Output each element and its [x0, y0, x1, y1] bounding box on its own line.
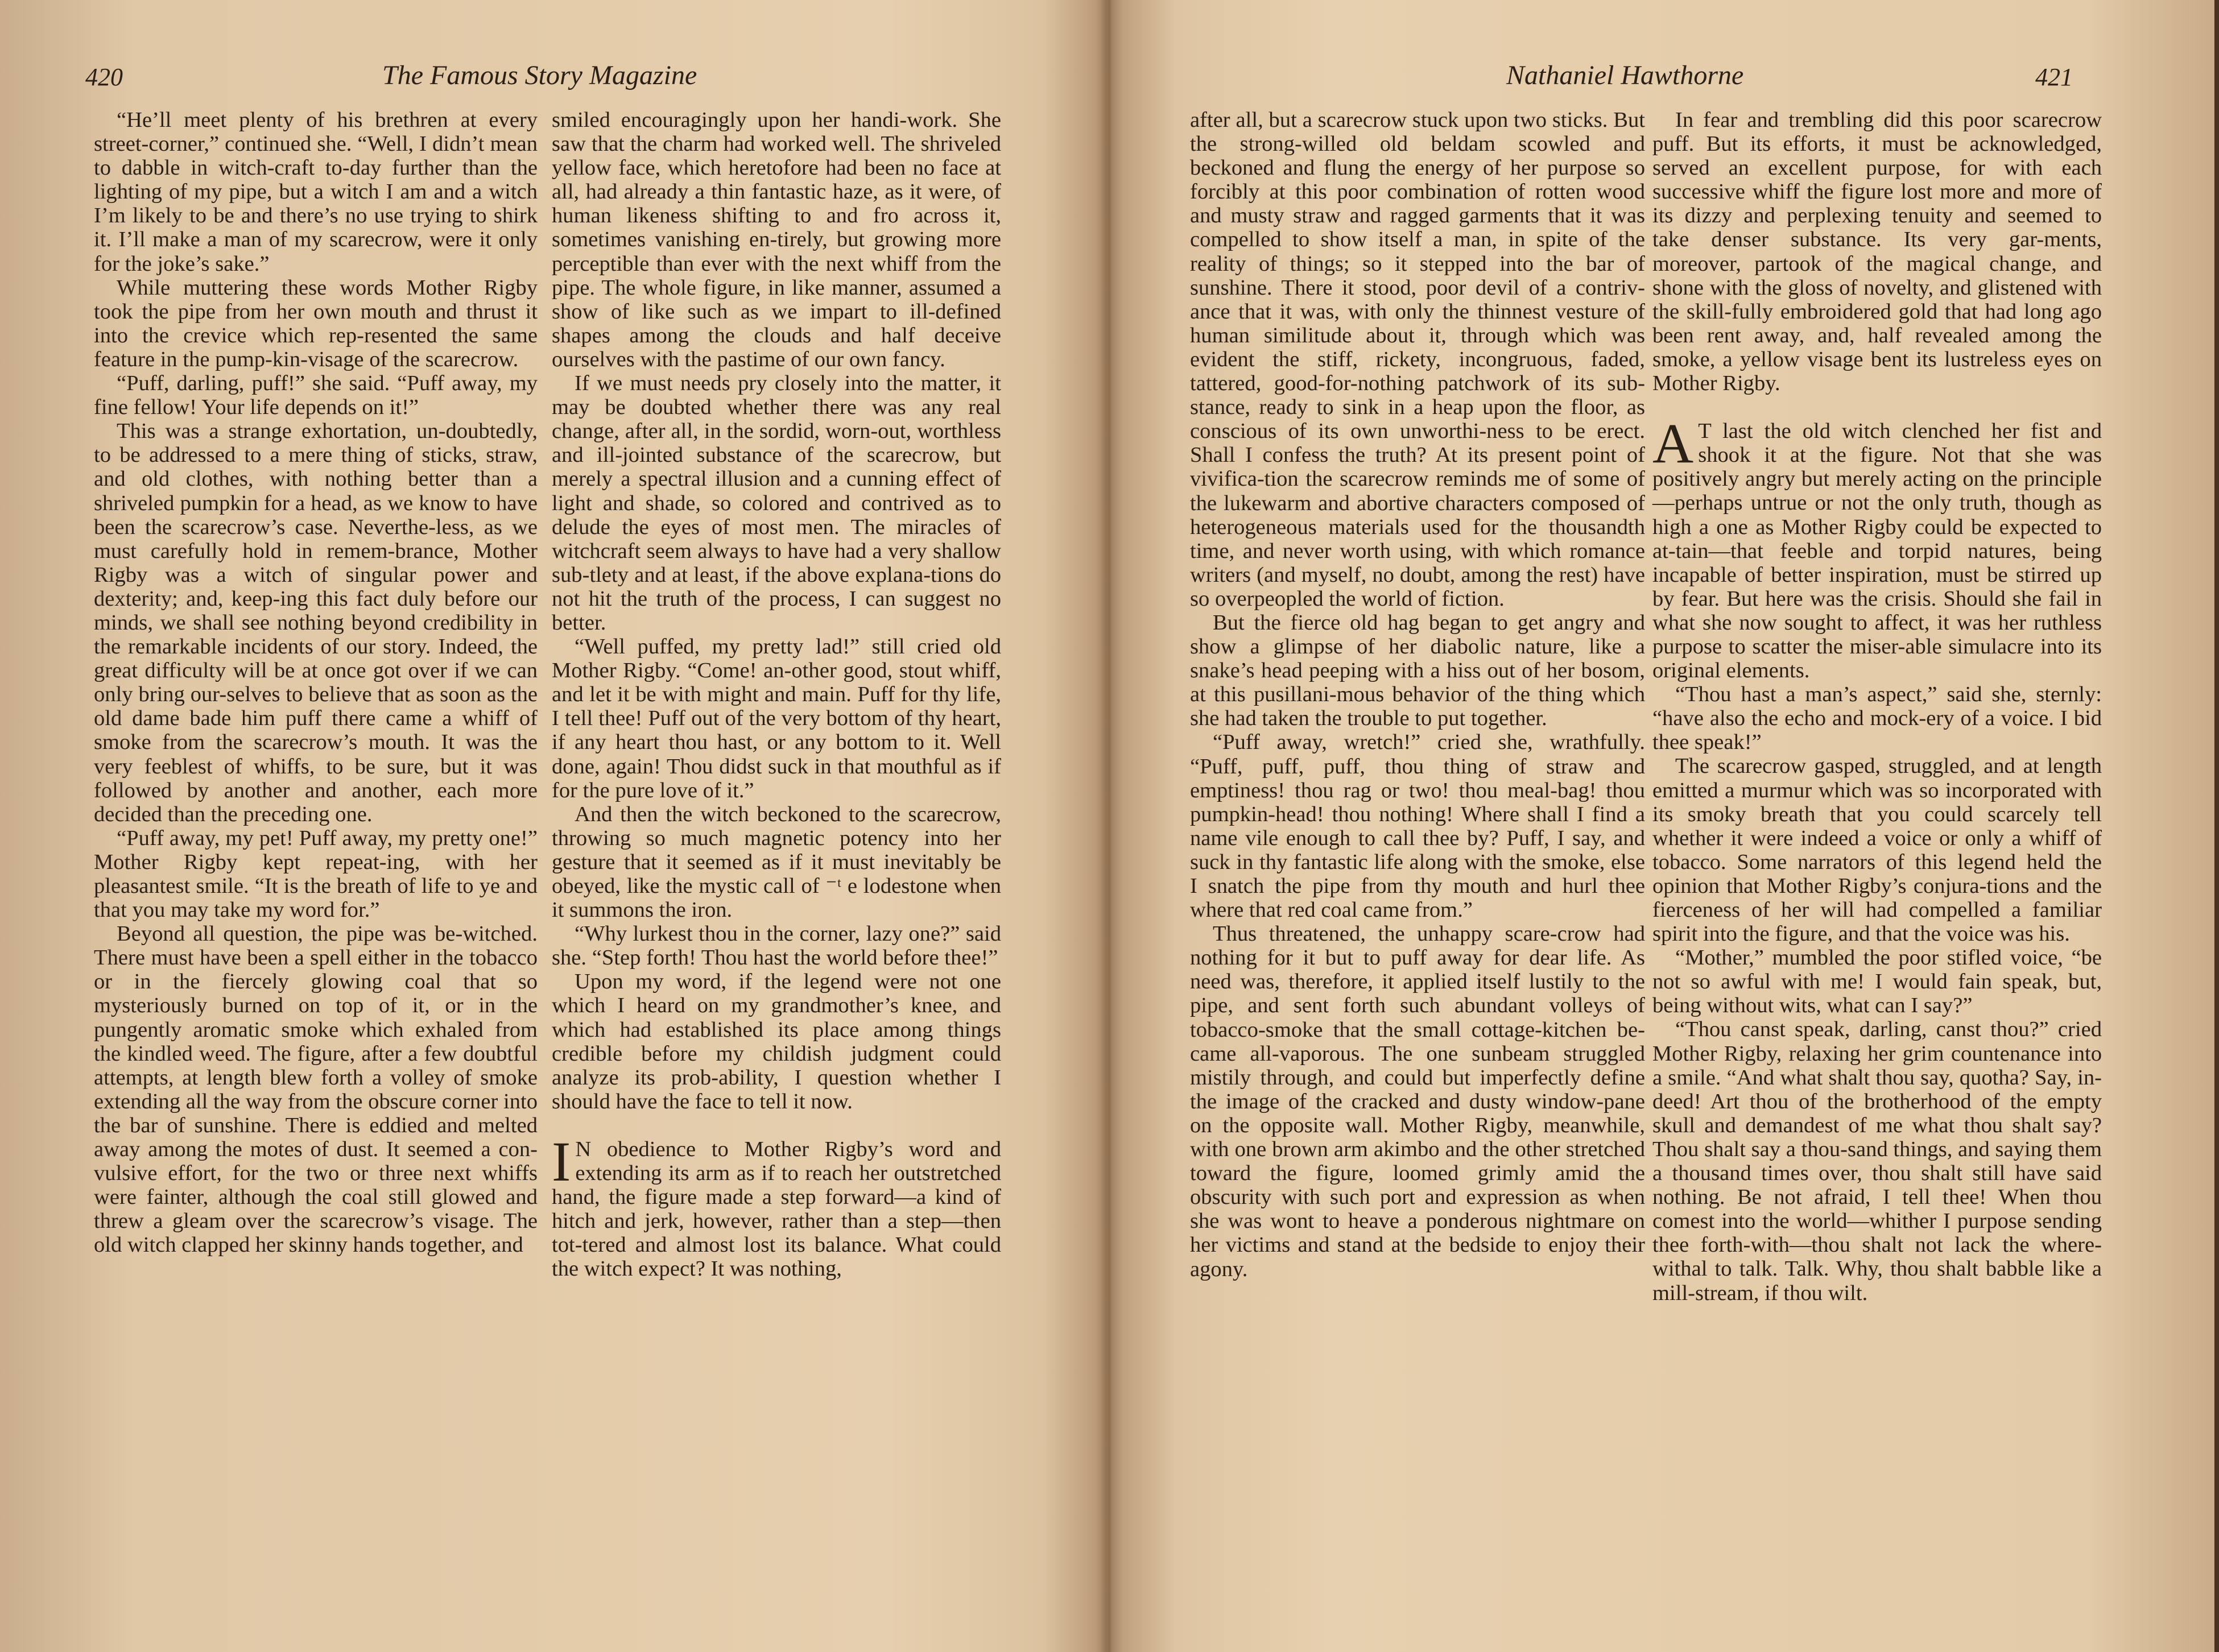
paragraph: In fear and trembling did this poor scarecrow puff. But its efforts, it must be acknowledged, served an excellent purpose, for with each successive whiff the figure lost more and more of its dizzy and perplexing tenuity and seemed to take denser substance. Its very gar-ments, moreover, partook of the magical change, and shone with the gloss of novelty, and glistened with the skill-fully embroidered gold that had long ago been rent away, and, half revealed among the smoke, a yellow visage bent its lustreless eyes on Mother Rigby. — [1652, 108, 2102, 396]
paragraph: “Well puffed, my pretty lad!” still cried old Mother Rigby. “Come! an-other good, stout whiff, and let it be with might and main. Puff for thy life, I tell thee! Puff out of the very bottom of thy heart, if any heart thou hast, or any bottom to it. Well done, again! Thou didst suck in that mouthful as if for the pure love of it.” — [552, 635, 1001, 802]
paragraph: “Puff away, my pet! Puff away, my pretty one!” Mother Rigby kept repeat-ing, with her pleasantest smile. “It is the breath of life to ye and that you may take my word for.” — [94, 826, 538, 922]
paragraph: This was a strange exhortation, un-doubtedly, to be addressed to a mere thing of sticks, straw, and old clothes, with nothing better than a shriveled pumpkin for a head, as we know to have been the scarecrow’s case. Neverthe-less, as we must carefully hold in remem-brance, Mother Rigby was a witch of singular power and dexterity; and, keep-ing this fact duly before our minds, we shall see nothing beyond credibility in the remarkable incidents of our story. Indeed, the great difficulty will be at once got over if we can only bring our-selves to believe that as soon as the old dame bade him puff there came a whiff of smoke from the scarecrow’s mouth. It was the very feeblest of whiffs, to be sure, but it was followed by another and another, each more decided than the preceding one. — [94, 419, 538, 826]
section-opening-paragraph — [552, 1129, 1001, 1281]
paragraph: after all, but a scarecrow stuck upon two sticks. But the strong-willed old beldam scowled and beckoned and flung the energy of her purpose so forcibly at this poor combination of rotten wood and musty straw and ragged garments that it was compelled to show itself a man, in spite of the reality of things; so it stepped into the bar of sunshine. There it stood, poor devil of a contriv-ance that it was, with only the thinnest vesture of human similitude about it, through which was evident the stiff, rickety, incongruous, faded, tattered, good-for-nothing patchwork of its sub-stance, ready to sink in a heap upon the floor, as conscious of its own unworthi-ness to be erect. Shall I confess the truth? At its present point of vivifica-tion the scarecrow reminds me of some of the lukewarm and abortive characters composed of heterogeneous materials used for the thousandth time, and never worth using, with which romance writers (and myself, no doubt, among the rest) have so overpeopled the world of fiction. — [1190, 108, 1645, 611]
paragraph: “He’ll meet plenty of his brethren at every street-corner,” continued she. “Well, I didn’t mean to dabble in witch-craft to-day further than the lighting of my pipe, but a witch I am and a witch I’m likely to be and there’s no use trying to shirk it. I’ll make a man of my scarecrow, were it only for the joke’s sake.” — [94, 108, 538, 276]
paragraph: Beyond all question, the pipe was be-witched. There must have been a spell either in the tobacco or in the fiercely glowing coal that so mysteriously burned on top of it, or in the pungently aromatic smoke which exhaled from the kindled weed. The figure, after a few doubtful attempts, at length blew forth a volley of smoke extending all the way from the obscure corner into the bar of sunshine. There is eddied and melted away among the motes of dust. It seemed a con-vulsive effort, for the two or three next whiffs were fainter, although the coal still glowed and threw a gleam over the scarecrow’s visage. The old witch clapped her skinny hands together, and — [94, 922, 538, 1257]
paragraph: “Mother,” mumbled the poor stifled voice, “be not so awful with me! I would fain speak, but, being without wits, what can I say?” — [1652, 946, 2102, 1018]
section-opening-paragraph — [1652, 412, 2102, 683]
paragraph: “Puff, darling, puff!” she said. “Puff away, my fine fellow! Your life depends on it!” — [94, 371, 538, 420]
paragraph: While muttering these words Mother Rigby took the pipe from her own mouth and thrust it into the crevice which rep-resented the same feature in the pump-kin-visage of the scarecrow. — [94, 275, 538, 371]
page-number-right: 421 — [2035, 63, 2073, 91]
paragraph: But the fierce old hag began to get angry and show a glimpse of her diabolic nature, like a snake’s head peeping with a hiss out of her bosom, at this pusillani-mous behavior of the thing which she had taken the trouble to put together. — [1190, 610, 1645, 731]
paragraph: The scarecrow gasped, struggled, and at length emitted a murmur which was so incorporated with its smoky breath that you could scarcely tell whether it were indeed a voice or only a whiff of tobacco. Some narrators of this legend held the opinion that Mother Rigby’s conjura-tions and the fierceness of her will had compelled a familiar spirit into the figure, and that the voice was his. — [1652, 754, 2102, 946]
paragraph: “Why lurkest thou in the corner, lazy one?” said she. “Step forth! Thou hast the world before thee!” — [552, 922, 1001, 970]
drop-cap: I — [552, 1129, 571, 1193]
right-page — [1115, 0, 2219, 1652]
section-text: N obedience to Mother Rigby’s word and extending its arm as if to reach her outstretched hand, the figure made a step forward—a kind of hitch and jerk, however, rather than a step—then tot-tered and almost lost its balance. What could the witch expect? It was nothing, — [552, 1137, 1001, 1281]
paragraph: Thus threatened, the unhappy scare-crow had nothing for it but to puff away for dear life. As need was, therefore, it applied itself lustily to the pipe, and sent forth such abundant volleys of tobacco-smoke that the small cottage-kitchen be-came all-vaporous. The one sunbeam struggled mistily through, and could but imperfectly define the image of the cracked and dusty window-pane on the opposite wall. Mother Rigby, meanwhile, with one brown arm akimbo and the other stretched toward the figure, loomed grimly amid the obscurity with such port and expression as when she was wont to heave a ponderous nightmare on her victims and stand at the bedside to enjoy their agony. — [1190, 922, 1645, 1281]
running-title-left: The Famous Story Magazine — [382, 60, 697, 90]
paragraph: “Thou hast a man’s aspect,” said she, sternly: “have also the echo and mock-ery of a voice. I bid thee speak!” — [1652, 682, 2102, 755]
left-column-1 — [94, 108, 538, 1257]
paragraph: smiled encouragingly upon her handi-work. She saw that the charm had worked well. The shriveled yellow face, which heretofore had been no face at all, had already a thin fantastic haze, as it were, of human likeness shifting to and fro across it, sometimes vanishing en-tirely, but growing more perceptible than ever with the next whiff from the pipe. The whole figure, in like manner, assumed a show of like such as we impart to ill-defined shapes among the clouds and half deceive ourselves with the pastime of our own fancy. — [552, 108, 1001, 371]
paragraph: “Puff away, wretch!” cried she, wrathfully. “Puff, puff, puff, thou thing of straw and emptiness! thou rag or two! thou meal-bag! thou pumpkin-head! thou nothing! Where shall I find a name vile enough to call thee by? Puff, I say, and suck in thy fantastic life along with the smoke, else I snatch the pipe from thy mouth and hurl thee where that red coal came from.” — [1190, 730, 1645, 922]
right-column-2 — [1652, 108, 2102, 1305]
left-page — [0, 0, 1104, 1652]
paragraph: “Thou canst speak, darling, canst thou?” cried Mother Rigby, relaxing her grim countenance into a smile. “And what shalt thou say, quotha? Say, in-deed! Art thou of the brotherhood of the empty skull and demandest of me what thou shalt say? Thou shalt say a thou-sand things, and saying them a thousand times over, thou shalt still have said nothing. Be not afraid, I tell thee! When thou comest into the world—whither I purpose sending thee forth-with—thou shalt not lack the where-withal to talk. Talk. Why, thou shalt babble like a mill-stream, if thou wilt. — [1652, 1017, 2102, 1305]
right-column-1 — [1190, 108, 1645, 1281]
drop-cap: A — [1652, 412, 1694, 475]
paragraph: If we must needs pry closely into the matter, it may be doubted whether there was any real change, after all, in the sordid, worn-out, worthless and ill-jointed substance of the scarecrow, but merely a spectral illusion and a cunning effect of light and shade, so colored and contrived as to delude the eyes of most men. The miracles of witchcraft seem always to have had a very shallow sub-tlety and at least, if the above explana-tions do not hit the truth of the process, I can suggest no better. — [552, 371, 1001, 635]
running-title-right: Nathaniel Hawthorne — [1506, 60, 1744, 90]
left-column-2 — [552, 108, 1001, 1281]
section-text: T last the old witch clenched her fist and shook it at the figure. Not that she was positively angry but merely acting on the principle—perhaps untrue or not the only truth, though as high a one as Mother Rigby could be expected to at-tain—that feeble and torpid natures, being incapable of better inspiration, must be stirred up by fear. But here was the crisis. Should she fail in what she now sought to affect, it was her ruthless purpose to scatter the miser-able simulacre into its original elements. — [1652, 419, 2102, 683]
paragraph: And then the witch beckoned to the scarecrow, throwing so much magnetic potency into her gesture that it seemed as if it must inevitably be obeyed, like the mystic call of ⁻ᵗ e lodestone when it summons the iron. — [552, 802, 1001, 922]
page-number-left: 420 — [85, 63, 123, 91]
paragraph: Upon my word, if the legend were not one which I heard on my grandmother’s knee, and which had established its place among things credible before my childish judgment could analyze its prob-ability, I question whether I should have the face to tell it now. — [552, 970, 1001, 1113]
